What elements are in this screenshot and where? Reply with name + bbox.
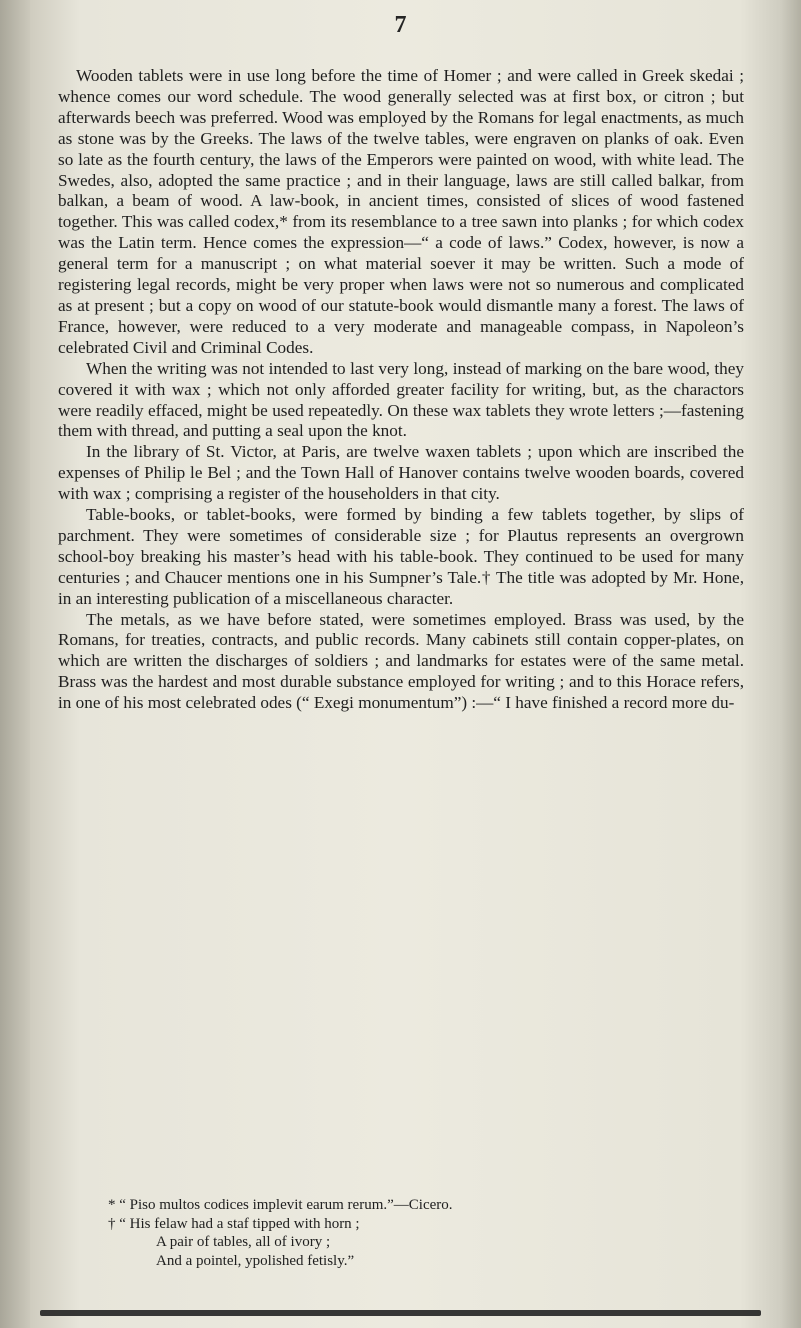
paragraph: When the writing was not intended to last very long, instead of marking on the bare wood, they covered it with wax ; which not only afforded greater facility for writing, but, as the charactors were readily effaced, might be used repeatedly. On these wax tablets they wrote letters ;—fastening them with thread, and putting a seal upon the knot. (58, 358, 744, 441)
footnote: † “ His felaw had a staf tipped with horn ; (108, 1215, 360, 1232)
main-text (58, 66, 744, 714)
footnote-verse-line: And a pointel, ypolished fetisly.” (156, 1252, 355, 1269)
paragraph: Wooden tablets were in use long before the time of Homer ; and were called in Greek skedai ; whence comes our word schedule. The wood generally selected was at first box, or citron ; but afterwards beech was preferred. Wood was employed by the Romans for legal enactments, as much as stone was by the Greeks. The laws of the twelve tables, were engraven on planks of oak. Even so late as the fourth century, the laws of the Emperors were painted on wood, with white lead. The Swedes, also, adopted the same practice ; and in their language, laws are still called balkar, from balkan, a beam of wood. A law-book, in ancient times, consisted of slices of wood fastened together. This was called codex,* from its resemblance to a tree sawn into planks ; for which codex was the Latin term. Hence comes the expression—“ a code of laws.” Codex, however, is now a general term for a manuscript ; on what material soever it may be written. Such a mode of registering legal records, might be very proper when laws were not so numerous and complicated as at present ; but a copy on wood of our statute-book would dismantle many a forest. The laws of France, however, were reduced to a very moderate and manageable compass, in Napoleon’s celebrated Civil and Criminal Codes. (58, 66, 744, 357)
page-bottom-rule (40, 1310, 761, 1316)
page-right-edge (779, 0, 801, 1328)
paragraph: Table-books, or tablet-books, were formed by binding a few tablets together, by slips of parchment. They were sometimes of considerable size ; for Plautus represents an overgrown school-boy breaking his master’s head with his table-book. They continued to be used for many centuries ; and Chaucer mentions one in his Sumpner’s Tale.† The title was adopted by Mr. Hone, in an interesting publication of a miscellaneous character. (58, 505, 744, 608)
footnote-verse-line: A pair of tables, all of ivory ; (156, 1234, 331, 1250)
paragraph: In the library of St. Victor, at Paris, are twelve waxen tablets ; upon which are inscribed the expenses of Philip le Bel ; and the Town Hall of Hanover contains twelve wooden boards, covered with wax ; comprising a register of the householders in that city. (58, 442, 744, 504)
footnotes (108, 1196, 728, 1270)
footnote: * “ Piso multos codices implevit earum rerum.”—Cicero. (108, 1197, 453, 1213)
page-number: 7 (394, 12, 407, 38)
page-left-edge (0, 0, 30, 1328)
paragraph: The metals, as we have before stated, were sometimes employed. Brass was used, by the Romans, for treaties, contracts, and public records. Many cabinets still contain copper-plates, on which are written the discharges of soldiers ; and landmarks for estates were of the same metal. Brass was the hardest and most durable substance employed for writing ; and to this Horace refers, in one of his most celebrated odes (“ Exegi monumentum”) :—“ I have finished a record more du- (58, 609, 744, 713)
